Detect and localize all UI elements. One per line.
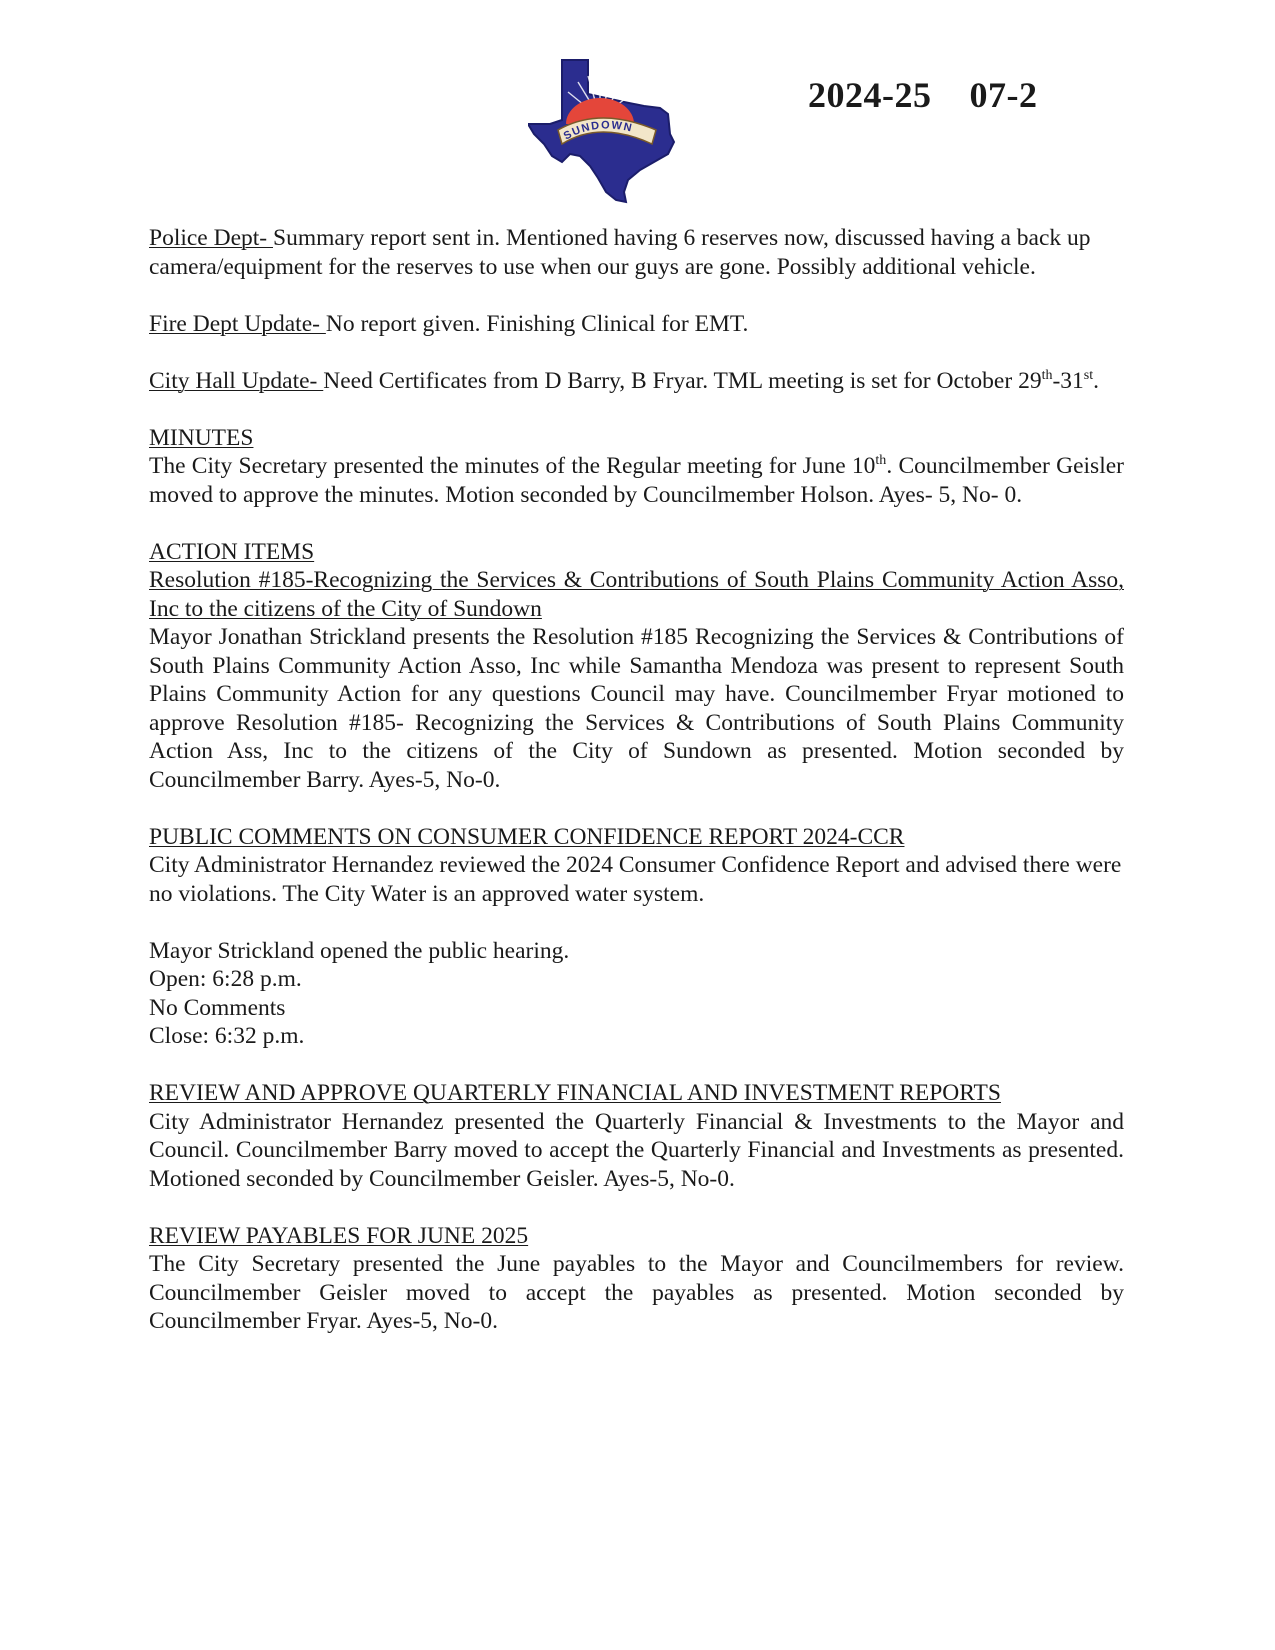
fire-text: No report given. Finishing Clinical for EMT. bbox=[325, 310, 749, 337]
resolution-subheading: Resolution #185-Recognizing the Services & Contributions of South Plains Community Action Asso, Inc to the citizens of the City of Sundown bbox=[149, 567, 1124, 622]
action-items-text: Mayor Jonathan Strickland presents the Resolution #185 Recognizing the Services & Contributions of South Plains Community Action Asso, Inc while Samantha Mendoza was present to represent South Plains Community Action for any questions Council may have. Councilmember Fryar motioned to approve Resolution #185- Recognizing the Services & Contributions of South Plains Community Action Ass, Inc to the citizens of the City of Sundown as presented. Motion seconded by Councilmember Barry. Ayes-5, No-0. bbox=[149, 624, 1124, 793]
payables-heading: REVIEW PAYABLES FOR JUNE 2025 bbox=[149, 1222, 529, 1249]
hearing-line-1: Mayor Strickland opened the public hearing. bbox=[149, 937, 570, 964]
police-text: Summary report sent in. Mentioned having 6 reserves now, discussed having a back up camera/equipment for the reserves to use when our guys are gone. Possibly additional vehicle. bbox=[149, 225, 1091, 280]
action-items-section bbox=[149, 538, 1124, 795]
quarterly-section bbox=[149, 1079, 1124, 1193]
city-hall-date-sep: -31 bbox=[1052, 367, 1084, 394]
hearing-line-2: Open: 6:28 p.m. bbox=[149, 966, 302, 992]
ccr-heading: PUBLIC COMMENTS ON CONSUMER CONFIDENCE REPORT 2024-CCR bbox=[149, 823, 905, 850]
hearing-line-4: Close: 6:32 p.m. bbox=[149, 1023, 305, 1049]
quarterly-heading: REVIEW AND APPROVE QUARTERLY FINANCIAL AND INVESTMENT REPORTS bbox=[149, 1080, 1001, 1106]
payables-section bbox=[149, 1222, 1124, 1336]
document-number: 2024-25 07-2 bbox=[808, 75, 1038, 115]
svg-text:SUNDOWN: SUNDOWN bbox=[561, 119, 635, 143]
city-hall-text: Need Certificates from D Barry, B Fryar. TML meeting is set for October bbox=[323, 367, 1019, 394]
police-section bbox=[149, 224, 1124, 281]
ccr-text: City Administrator Hernandez reviewed the 2024 Consumer Confidence Report and advised there were no violations. The City Water is an approved water system. bbox=[149, 852, 1122, 907]
city-hall-heading: City Hall Update- bbox=[149, 367, 324, 394]
fire-section bbox=[149, 310, 1124, 339]
hearing-line-3: No Comments bbox=[149, 994, 286, 1021]
city-hall-date-end-sup: st bbox=[1083, 367, 1094, 383]
action-items-heading: ACTION ITEMS bbox=[149, 538, 315, 565]
minutes-text-before: The City Secretary presented the minutes of the Regular meeting for June 10 bbox=[149, 453, 876, 479]
minutes-heading: MINUTES bbox=[149, 424, 254, 451]
minutes-text-after: . Councilmember Geisler moved to approve the minutes. Motion seconded by Councilmember Holson. Ayes- 5, No- 0. bbox=[149, 453, 1124, 508]
city-hall-tail: . bbox=[1093, 367, 1100, 394]
quarterly-text: City Administrator Hernandez presented the Quarterly Financial & Investments to the Mayor and Council. Councilmember Barry moved to accept the Quarterly Financial and Investments as presented. Motioned seconded by Councilmember Geisler. Ayes-5, No-0. bbox=[149, 1108, 1124, 1192]
hearing-section bbox=[149, 937, 1124, 1051]
fire-heading: Fire Dept Update- bbox=[149, 310, 326, 337]
minutes-section bbox=[149, 424, 1124, 510]
city-hall-date-start: 29 bbox=[1018, 367, 1042, 394]
city-hall-section bbox=[149, 367, 1124, 396]
minutes-sup: th bbox=[875, 453, 887, 468]
minutes-body bbox=[149, 224, 1124, 1364]
ccr-section bbox=[149, 823, 1124, 909]
city-hall-date-start-sup: th bbox=[1041, 367, 1053, 383]
sundown-texas-logo bbox=[528, 58, 696, 204]
payables-text: The City Secretary presented the June payables to the Mayor and Councilmembers for review. Councilmember Geisler moved to accept the payables as presented. Motion seconded by Councilmember Fryar. Ayes-5, No-0. bbox=[149, 1251, 1124, 1334]
police-heading: Police Dept- bbox=[149, 225, 273, 251]
